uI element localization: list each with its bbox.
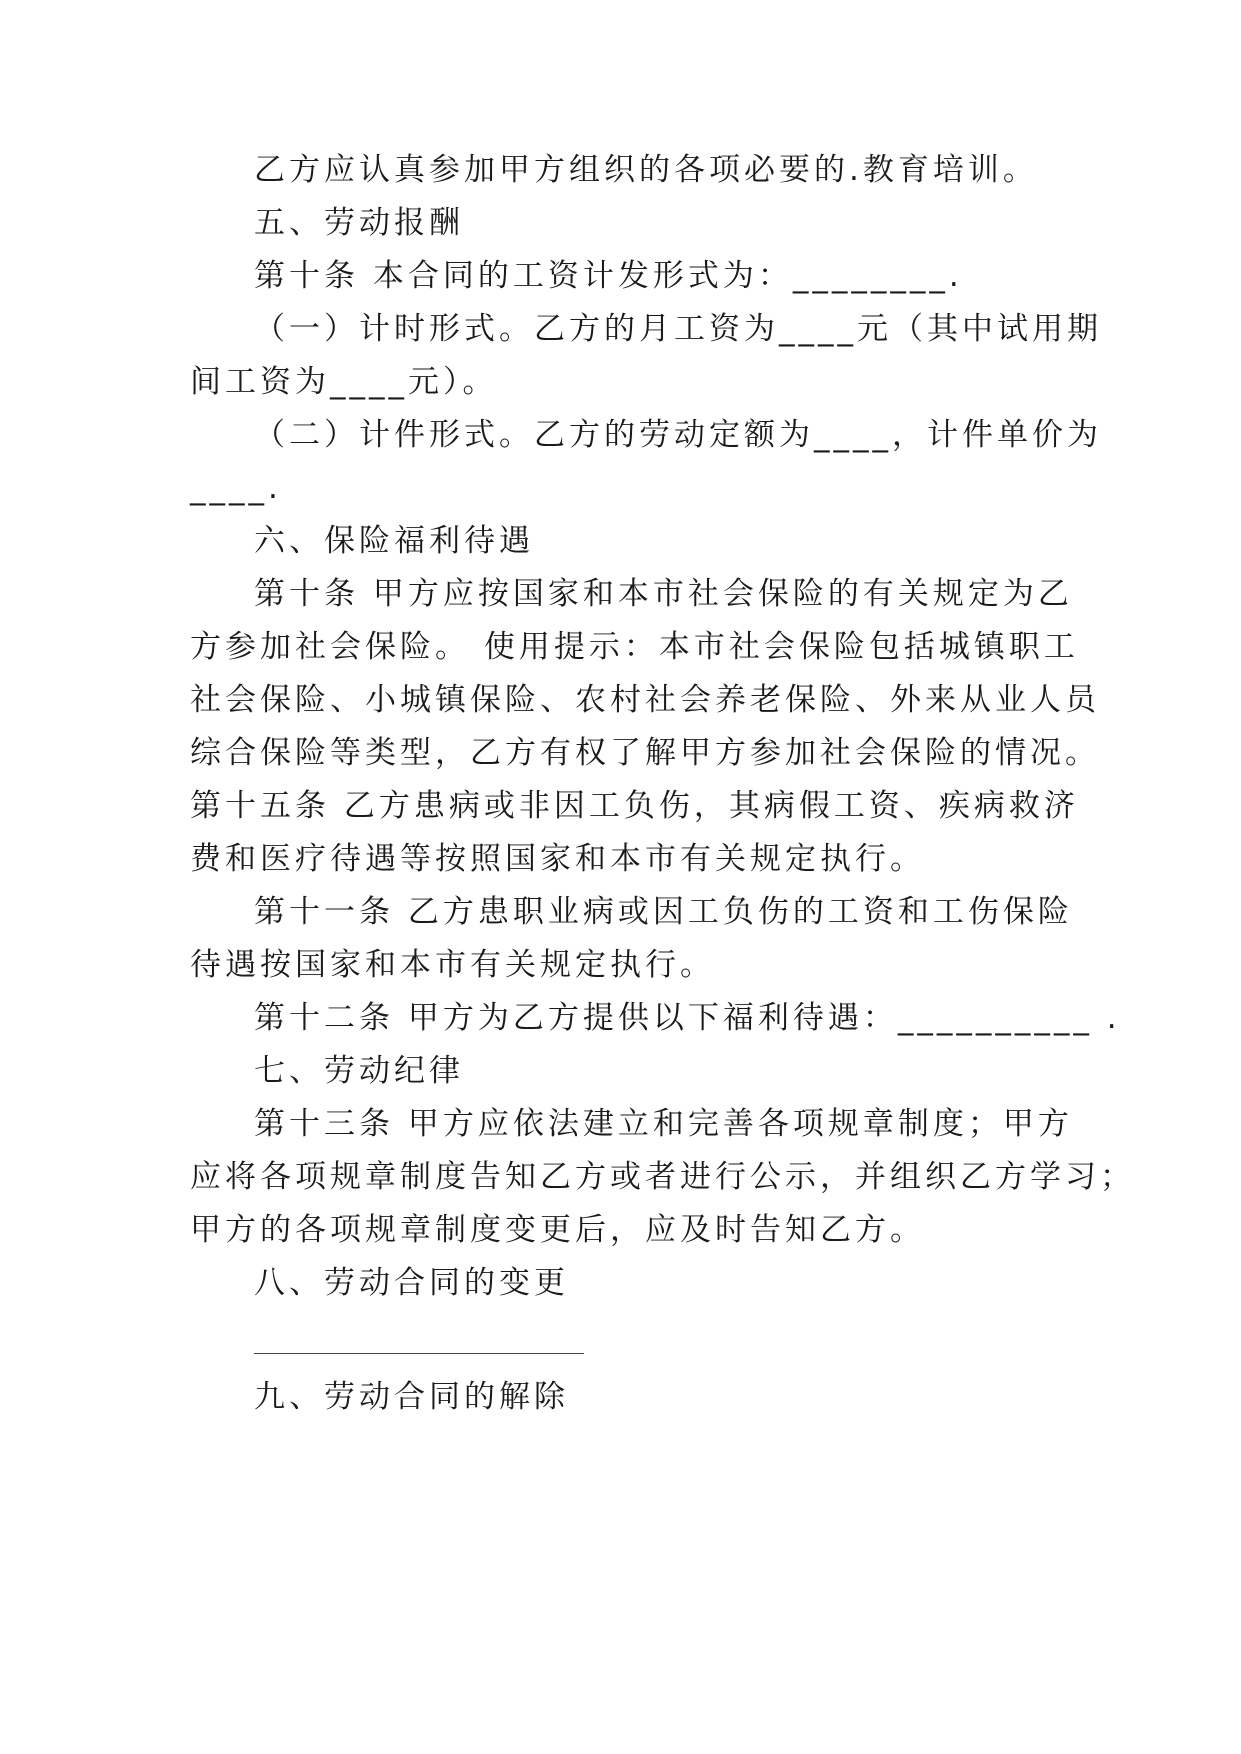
article-12-benefits: 第十二条 甲方为乙方提供以下福利待遇：__________ . xyxy=(254,1000,1121,1036)
article-10-insurance-line3: 社会保险、小城镇保险、农村社会养老保险、外来从业人员 xyxy=(190,682,1100,718)
section-heading-remuneration: 五、劳动报酬 xyxy=(254,205,464,241)
article-11-line2: 待遇按国家和本市有关规定执行。 xyxy=(190,947,715,983)
clause-piece-based-line1: （二）计件形式。乙方的劳动定额为____，计件单价为 xyxy=(254,417,1102,453)
article-13-line2: 应将各项规章制度告知乙方或者进行公示，并组织乙方学习； xyxy=(190,1159,1135,1195)
clause-piece-based-line2: ____. xyxy=(190,470,282,506)
section-heading-discipline: 七、劳动纪律 xyxy=(254,1053,464,1089)
section-heading-contract-termination: 九、劳动合同的解除 xyxy=(254,1379,569,1415)
article-15-line2: 费和医疗待遇等按照国家和本市有关规定执行。 xyxy=(190,841,925,877)
article-13-line1: 第十三条 甲方应依法建立和完善各项规章制度；甲方 xyxy=(254,1106,1073,1142)
article-13-line3: 甲方的各项规章制度变更后，应及时告知乙方。 xyxy=(190,1212,925,1248)
article-15-line1: 第十五条 乙方患病或非因工负伤，其病假工资、疾病救济 xyxy=(190,788,1079,824)
section-heading-insurance: 六、保险福利待遇 xyxy=(254,523,534,559)
clause-time-based-line2: 间工资为____元）。 xyxy=(190,364,498,400)
article-10-insurance-line1: 第十条 甲方应按国家和本市社会保险的有关规定为乙 xyxy=(254,576,1073,612)
article-10-wage-form: 第十条 本合同的工资计发形式为：________. xyxy=(254,258,963,294)
paragraph-training: 乙方应认真参加甲方组织的各项必要的.教育培训。 xyxy=(254,152,1038,188)
article-10-insurance-line2: 方参加社会保险。 使用提示：本市社会保险包括城镇职工 xyxy=(190,629,1079,665)
clause-time-based-line1: （一）计时形式。乙方的月工资为____元（其中试用期 xyxy=(254,311,1102,347)
article-11-line1: 第十一条 乙方患职业病或因工负伤的工资和工伤保险 xyxy=(254,894,1073,930)
blank-fill-line xyxy=(254,1353,584,1354)
article-10-insurance-line4: 综合保险等类型，乙方有权了解甲方参加社会保险的情况。 xyxy=(190,735,1100,771)
section-heading-contract-change: 八、劳动合同的变更 xyxy=(254,1265,569,1301)
